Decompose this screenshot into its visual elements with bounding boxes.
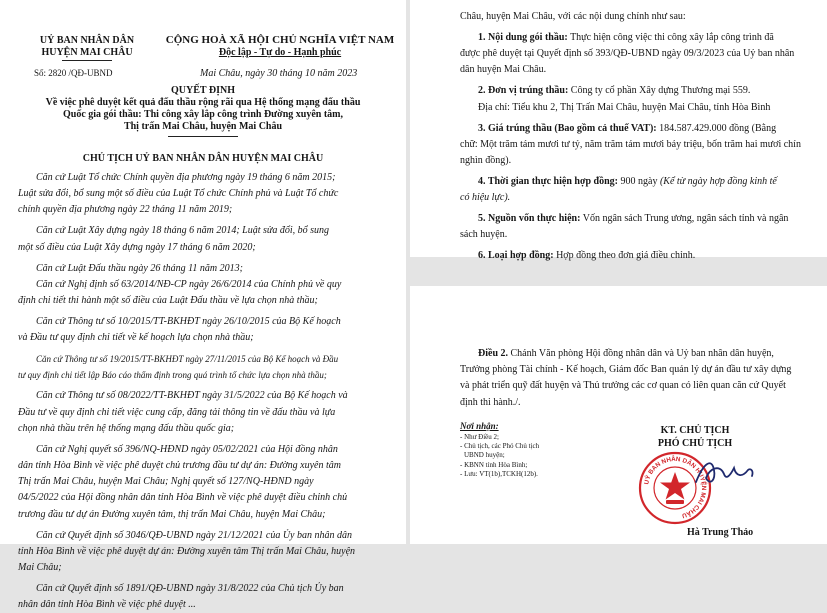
country-name: CỘNG HOÀ XÃ HỘI CHỦ NGHĨA VIỆT NAM: [165, 34, 395, 46]
document-number: Số: 2820 /QĐ-UBND: [34, 68, 113, 78]
legal-bases: [18, 170, 398, 613]
basis-line: Căn cứ Quyết định số 1891/QĐ-UBND ngày 31/8/2022 của Chủ tịch Ủy ban: [36, 583, 344, 595]
article-2-line: Trưởng phòng Tài chính - Kế hoạch, Giám đốc Ban quản lý dự án đầu tư xây dựng: [460, 364, 792, 376]
item-3-line: nghìn đồng).: [460, 155, 512, 167]
decision-page-3: [410, 286, 827, 544]
item-4-note: (Kể từ ngày hợp đồng kinh tế: [659, 176, 777, 188]
basis-line: định chi tiết thi hành một số điều của Luật Đấu thầu về lựa chọn nhà thầu;: [18, 295, 318, 307]
subject-underline: [168, 136, 238, 137]
subject-line-3: Thị trấn Mai Châu, huyện Mai Châu: [123, 121, 283, 132]
item-5-line: sách huyện.: [460, 229, 508, 241]
article-2-text: Chánh Văn phòng Hội đồng nhân dân và Uỷ ban nhân dân huyện,: [508, 348, 774, 359]
item-5-label: 5. Nguồn vốn thực hiện:: [478, 213, 581, 225]
recipient-item: - Chủ tịch, các Phó Chủ tịch: [460, 442, 540, 451]
recipients-title: Nơi nhận:: [460, 421, 499, 431]
article-2-line: và phát triển quỹ đất huyện và Thủ trưởng các cơ quan có liên quan căn cứ Quyết: [460, 380, 786, 392]
recipient-item: - KBNN tỉnh Hòa Bình;: [460, 460, 528, 469]
item-6-label: 6. Loại hợp đồng:: [478, 250, 554, 262]
item-2-text: Công ty cổ phần Xây dựng Thương mại 559.: [568, 85, 751, 97]
basis-line: tư quy định chi tiết lập Báo cáo thẩm định trong quá trình tổ chức lựa chọn nhà thầu;: [18, 370, 327, 381]
basis-line: và Đầu tư quy định chi tiết về kế hoạch lựa chọn nhà thầu;: [18, 332, 254, 344]
issuing-authority: CHỦ TỊCH UỶ BAN NHÂN DÂN HUYỆN MAI CHÂU: [82, 153, 324, 164]
item-6-text: Hợp đồng theo đơn giá điều chỉnh.: [553, 250, 696, 262]
seal-text: UỶ BAN NHÂN DÂN HUYỆN MAI CHÂU: [643, 455, 708, 520]
agency-name-line2: HUYỆN MAI CHÂU: [41, 47, 133, 58]
basis-line: Căn cứ Luật Xây dựng ngày 18 tháng 6 năm 2014; Luật sửa đổi, bổ sung: [36, 225, 330, 237]
item-1-line: [460, 30, 820, 46]
agency-name-line1: UỶ BAN NHÂN DÂN: [39, 35, 135, 46]
basis-line: trương đầu tư dự án Đường xuyên tâm, thị trấn Mai Châu, huyện Mai Châu;: [18, 508, 326, 520]
basis-line: Căn cứ Quyết định số 3046/QĐ-UBND ngày 21/12/2021 của Ủy ban nhân dân: [36, 529, 352, 541]
basis-line: Mai Châu;: [18, 562, 62, 574]
item-3-line: [460, 121, 820, 137]
signature-title-1: KT. CHỦ TỊCH: [660, 425, 730, 436]
subject-line-1: Về việc phê duyệt kết quả đấu thầu rộng rãi qua Hệ thống mạng đấu thầu: [45, 97, 361, 108]
item-4-text: 900 ngày: [618, 176, 660, 188]
basis-line: Căn cứ Thông tư số 10/2015/TT-BKHĐT ngày 26/10/2015 của Bộ Kế hoạch: [36, 316, 341, 328]
basis-line: một số điều của Luật Xây dựng ngày 17 tháng 6 năm 2020;: [18, 241, 256, 253]
basis-line: Căn cứ Luật Tổ chức Chính quyền địa phương ngày 19 tháng 6 năm 2015;: [36, 172, 336, 183]
recipient-item: - Như Điều 2;: [460, 433, 499, 441]
article-2-line: định thi hành./.: [460, 396, 521, 408]
signature-icon: [690, 454, 760, 494]
basis-line: Căn cứ Luật Đấu thầu ngày 26 tháng 11 năm 2013;: [36, 262, 243, 274]
item-1-line: dân huyện Mai Châu.: [460, 64, 547, 76]
basis-line: nhân dân tỉnh Hòa Bình về việc phê duyệt ...: [18, 599, 196, 611]
item-4-label: 4. Thời gian thực hiện hợp đồng:: [478, 176, 618, 188]
item-2-label: 2. Đơn vị trúng thầu:: [478, 85, 569, 97]
item-3-line: chữ: Một trăm tám mươi tư tỷ, năm trăm tám mươi bảy triệu, bốn trăm hai mươi chín: [460, 138, 801, 150]
item-1-line: được phê duyệt tại Quyết định số 393/QĐ-UBND ngày 09/3/2023 của Uỷ ban nhân: [460, 48, 795, 60]
item-4-line: có hiệu lực).: [460, 192, 511, 204]
signer-name: Hà Trung Thảo: [687, 527, 754, 538]
basis-line: Căn cứ Thông tư số 19/2015/TT-BKHĐT ngày 27/11/2015 của Bộ Kế hoạch và Đầu: [36, 354, 339, 365]
item-2-line: [460, 83, 820, 99]
basis-line: Căn cứ Nghị định số 63/2014/NĐ-CP ngày 26/6/2014 của Chính phủ về quy: [36, 278, 342, 290]
item-3-text: 184.587.429.000 đồng (Bằng: [656, 122, 777, 134]
national-motto: Độc lập - Tự do - Hạnh phúc: [218, 47, 342, 58]
decision-page-2: [410, 0, 827, 262]
item-1-label: 1. Nội dung gói thầu:: [478, 32, 568, 43]
signature-title-2: PHÓ CHỦ TỊCH: [657, 438, 733, 449]
subject-line-2: Quốc gia gói thầu: Thi công xây lắp công trình Đường xuyên tâm,: [63, 109, 343, 120]
basis-line: tỉnh Hòa Bình về việc phê duyệt dự án: Đường xuyên tâm Thị trấn Mai Châu, huyện: [18, 545, 356, 557]
recipients-list: [460, 433, 539, 479]
basis-line: Thị trấn Mai Châu, huyện Mai Châu; Nghị quyết số 127/NQ-HĐND ngày: [18, 476, 314, 488]
basis-line: 04/5/2022 của Hội đồng nhân dân tỉnh Hòa Bình về việc phê duyệt điều chỉnh chủ: [18, 492, 348, 504]
item-5-line: [460, 211, 820, 227]
item-6-line: [460, 248, 820, 264]
basis-line: Luật sửa đổi, bổ sung một số điều của Luật Tổ chức Chính phủ và Luật Tổ chức: [18, 188, 339, 200]
item-5-text: Vốn ngân sách Trung ương, ngân sách tỉnh và ngân: [580, 213, 789, 225]
basis-line: chọn nhà thầu trên hệ thống mạng đấu thầu quốc gia;: [18, 422, 235, 434]
article-2-content: [460, 346, 820, 411]
article-2-label: Điều 2.: [478, 348, 508, 359]
place-and-date: Mai Châu, ngày 30 tháng 10 năm 2023: [200, 68, 358, 79]
article-1-content: [460, 9, 820, 265]
basis-line: chính quyền địa phương ngày 22 tháng 11 năm 2019;: [18, 204, 233, 216]
intro-line: Châu, huyện Mai Châu, với các nội dung chính như sau:: [460, 11, 686, 22]
document-type: QUYẾT ĐỊNH: [171, 85, 235, 96]
recipient-item: - Lưu: VT(1b),TCKH(12b).: [460, 469, 538, 478]
item-4-line: [460, 174, 820, 190]
basis-line: Căn cứ Thông tư số 08/2022/TT-BKHĐT ngày 31/5/2022 của Bộ Kế hoạch và: [36, 390, 348, 402]
basis-line: Đầu tư về quy định chi tiết việc cung cấp, đăng tải thông tin về đấu thầu và lựa: [18, 406, 336, 418]
item-3-label: 3. Giá trúng thầu (Bao gồm cả thuế VAT):: [478, 122, 657, 134]
agency-underline: [62, 60, 112, 61]
basis-line: dân tỉnh Hòa Bình về việc phê duyệt chủ trương đầu tư dự án: Đường xuyên tâm: [18, 460, 341, 472]
recipient-item: UBND huyện;: [464, 451, 505, 460]
basis-line: Căn cứ Nghị quyết số 396/NQ-HĐND ngày 05/02/2021 của Hội đồng nhân: [36, 443, 338, 455]
item-1-text: Thực hiện công việc thi công xây lắp công trình đã: [567, 32, 774, 43]
decision-page-1: [0, 0, 406, 611]
item-2-address: Địa chỉ: Tiểu khu 2, Thị Trấn Mai Châu, huyện Mai Châu, tỉnh Hòa Bình: [478, 101, 771, 113]
